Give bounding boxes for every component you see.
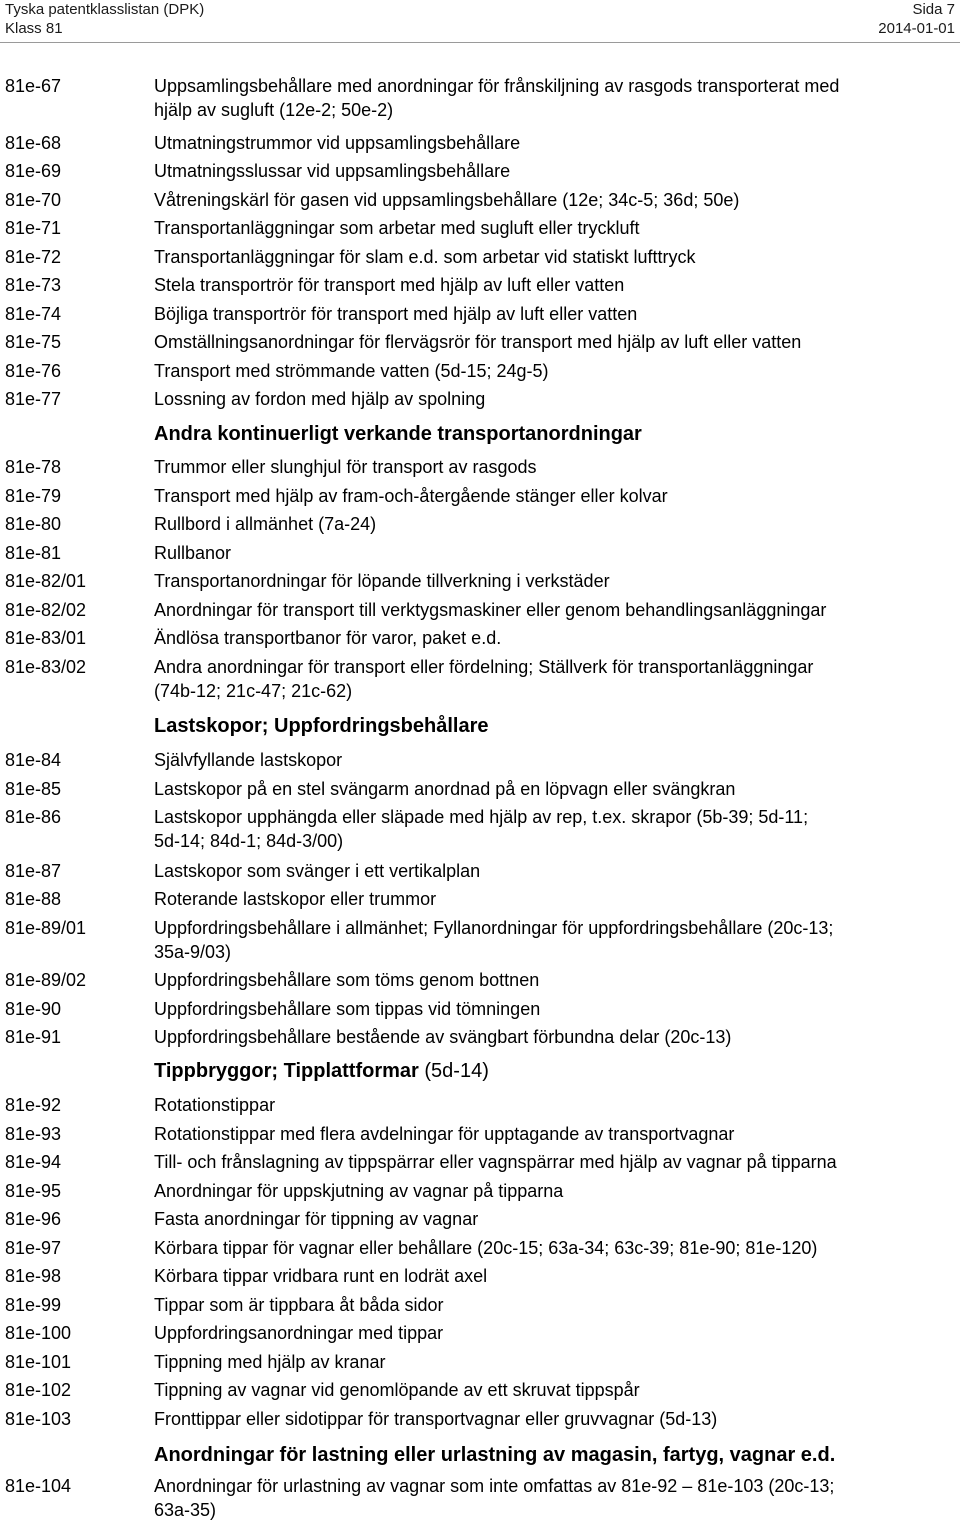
class-code: 81e-94 bbox=[5, 1152, 62, 1172]
class-code: 81e-99 bbox=[5, 1295, 62, 1315]
document-title: Tyska patentklasslistan (DPK) bbox=[5, 1, 205, 18]
description-line: Rotationstippar med flera avdelningar för upptagande av transportvagnar bbox=[154, 1124, 735, 1144]
description-line: Lastskopor upphängda eller släpade med hjälp av rep, t.ex. skrapor (5b-39; 5d-11; bbox=[154, 807, 809, 827]
description-line: Uppfordringsbehållare i allmänhet; Fyllanordningar för uppfordringsbehållare (20c-13; bbox=[154, 918, 834, 938]
header-divider bbox=[0, 42, 960, 43]
class-description bbox=[154, 748, 959, 772]
description-line: Självfyllande lastskopor bbox=[154, 750, 343, 770]
class-description bbox=[154, 569, 959, 593]
class-code: 81e-71 bbox=[5, 218, 62, 238]
description-line: Tippning av vagnar vid genomlöpande av ett skruvat tippspår bbox=[154, 1380, 640, 1400]
class-description bbox=[154, 1293, 959, 1317]
description-line: Till- och frånslagning av tippspärrar eller vagnspärrar med hjälp av vagnar på tipparna bbox=[154, 1152, 837, 1172]
description-line: Lastskopor som svänger i ett vertikalplan bbox=[154, 861, 481, 881]
description-line: Anordningar för transport till verktygsmaskiner eller genom behandlingsanläggningar bbox=[154, 600, 827, 620]
section-heading-tippbryggor-ref: (5d-14) bbox=[418, 1060, 489, 1082]
section-heading-tippbryggor bbox=[154, 1058, 489, 1084]
class-code: 81e-76 bbox=[5, 361, 62, 381]
class-description bbox=[154, 1150, 959, 1174]
class-description bbox=[154, 159, 959, 183]
class-description bbox=[154, 216, 959, 240]
description-line: 63a-35) bbox=[154, 1500, 217, 1520]
description-line: Stela transportrör för transport med hjälp av luft eller vatten bbox=[154, 275, 625, 295]
class-code: 81e-80 bbox=[5, 514, 62, 534]
class-code: 81e-82/01 bbox=[5, 571, 87, 591]
description-line: Fasta anordningar för tippning av vagnar bbox=[154, 1209, 479, 1229]
class-code: 81e-79 bbox=[5, 486, 62, 506]
class-code: 81e-90 bbox=[5, 999, 62, 1019]
class-description bbox=[154, 455, 959, 479]
description-line: Transportanordningar för löpande tillverkning i verkstäder bbox=[154, 571, 610, 591]
description-line: Lossning av fordon med hjälp av spolning bbox=[154, 389, 486, 409]
class-description bbox=[154, 1378, 959, 1402]
class-description bbox=[154, 1407, 959, 1431]
class-code: 81e-81 bbox=[5, 543, 62, 563]
description-line: Rullbanor bbox=[154, 543, 232, 563]
description-line: Uppfordringsanordningar med tippar bbox=[154, 1323, 444, 1343]
class-description bbox=[154, 1093, 959, 1117]
class-description bbox=[154, 1122, 959, 1146]
class-code: 81e-96 bbox=[5, 1209, 62, 1229]
class-label: Klass 81 bbox=[5, 20, 63, 37]
description-line: Tippar som är tippbara åt båda sidor bbox=[154, 1295, 444, 1315]
description-line: Uppsamlingsbehållare med anordningar för frånskiljning av rasgods transporterat med bbox=[154, 76, 840, 96]
class-code: 81e-98 bbox=[5, 1266, 62, 1286]
description-line: Fronttippar eller sidotippar för transportvagnar eller gruvvagnar (5d-13) bbox=[154, 1409, 718, 1429]
class-code: 81e-103 bbox=[5, 1409, 72, 1429]
class-code: 81e-70 bbox=[5, 190, 62, 210]
description-line: hjälp av sugluft (12e-2; 50e-2) bbox=[154, 100, 394, 120]
class-description bbox=[154, 245, 959, 269]
description-line: Anordningar för uppskjutning av vagnar på tipparna bbox=[154, 1181, 564, 1201]
class-description bbox=[154, 273, 959, 297]
description-line: Omställningsanordningar för flervägsrör för transport med hjälp av luft eller vatten bbox=[154, 332, 802, 352]
class-description bbox=[154, 541, 959, 565]
class-description bbox=[154, 330, 959, 354]
class-code: 81e-91 bbox=[5, 1027, 62, 1047]
description-line: 5d-14; 84d-1; 84d-3/00) bbox=[154, 831, 344, 851]
class-code: 81e-82/02 bbox=[5, 600, 87, 620]
class-description bbox=[154, 598, 959, 622]
class-code: 81e-95 bbox=[5, 1181, 62, 1201]
class-description bbox=[154, 805, 959, 853]
class-description bbox=[154, 387, 959, 411]
class-description bbox=[154, 1474, 959, 1522]
description-line: Rotationstippar bbox=[154, 1095, 276, 1115]
description-line: Lastskopor på en stel svängarm anordnad på en löpvagn eller svängkran bbox=[154, 779, 736, 799]
class-code: 81e-97 bbox=[5, 1238, 62, 1258]
class-code: 81e-84 bbox=[5, 750, 62, 770]
class-description bbox=[154, 916, 959, 964]
class-code: 81e-69 bbox=[5, 161, 62, 181]
class-description bbox=[154, 512, 959, 536]
description-line: Transport med strömmande vatten (5d-15; 24g-5) bbox=[154, 361, 549, 381]
description-line: (74b-12; 21c-47; 21c-62) bbox=[154, 681, 353, 701]
description-line: Transportanläggningar som arbetar med sugluft eller tryckluft bbox=[154, 218, 640, 238]
class-description bbox=[154, 484, 959, 508]
description-line: Utmatningstrummor vid uppsamlingsbehållare bbox=[154, 133, 521, 153]
class-code: 81e-83/01 bbox=[5, 628, 87, 648]
class-code: 81e-68 bbox=[5, 133, 62, 153]
class-code: 81e-83/02 bbox=[5, 657, 87, 677]
description-line: Böjliga transportrör för transport med hjälp av luft eller vatten bbox=[154, 304, 638, 324]
class-code: 81e-73 bbox=[5, 275, 62, 295]
description-line: Uppfordringsbehållare bestående av svängbart förbundna delar (20c-13) bbox=[154, 1027, 732, 1047]
class-description bbox=[154, 1350, 959, 1374]
class-code: 81e-87 bbox=[5, 861, 62, 881]
class-code: 81e-77 bbox=[5, 389, 62, 409]
class-description bbox=[154, 1025, 959, 1049]
class-code: 81e-100 bbox=[5, 1323, 72, 1343]
description-line: Ändlösa transportbanor för varor, paket e.d. bbox=[154, 628, 502, 648]
class-code: 81e-104 bbox=[5, 1476, 72, 1496]
class-code: 81e-78 bbox=[5, 457, 62, 477]
class-description bbox=[154, 777, 959, 801]
class-code: 81e-102 bbox=[5, 1380, 72, 1400]
class-code: 81e-92 bbox=[5, 1095, 62, 1115]
class-description bbox=[154, 859, 959, 883]
description-line: Anordningar för urlastning av vagnar som inte omfattas av 81e-92 – 81e-103 (20c-13; bbox=[154, 1476, 835, 1496]
class-description bbox=[154, 997, 959, 1021]
description-line: Tippning med hjälp av kranar bbox=[154, 1352, 386, 1372]
class-description bbox=[154, 74, 959, 122]
class-code: 81e-67 bbox=[5, 76, 62, 96]
description-line: Körbara tippar vridbara runt en lodrät axel bbox=[154, 1266, 488, 1286]
class-code: 81e-88 bbox=[5, 889, 62, 909]
description-line: Våtreningskärl för gasen vid uppsamlingsbehållare (12e; 34c-5; 36d; 50e) bbox=[154, 190, 740, 210]
description-line: Trummor eller slunghjul för transport av rasgods bbox=[154, 457, 537, 477]
class-code: 81e-75 bbox=[5, 332, 62, 352]
class-description bbox=[154, 188, 959, 212]
class-code: 81e-74 bbox=[5, 304, 62, 324]
section-heading-lastskopor: Lastskopor; Uppfordringsbehållare bbox=[154, 715, 489, 737]
page-number: Sida 7 bbox=[912, 1, 955, 18]
description-line: Andra anordningar för transport eller fördelning; Ställverk för transportanläggningar bbox=[154, 657, 814, 677]
section-heading-kontinuerliga: Andra kontinuerligt verkande transportanordningar bbox=[154, 423, 642, 445]
description-line: Uppfordringsbehållare som tippas vid tömningen bbox=[154, 999, 541, 1019]
class-code: 81e-93 bbox=[5, 1124, 62, 1144]
description-line: Transportanläggningar för slam e.d. som arbetar vid statiskt lufttryck bbox=[154, 247, 696, 267]
section-heading-tippbryggor-bold: Tippbryggor; Tipplattformar bbox=[154, 1060, 419, 1082]
class-code: 81e-85 bbox=[5, 779, 62, 799]
class-code: 81e-72 bbox=[5, 247, 62, 267]
class-description bbox=[154, 626, 959, 650]
description-line: Rullbord i allmänhet (7a-24) bbox=[154, 514, 377, 534]
class-description bbox=[154, 968, 959, 992]
section-heading-lastning: Anordningar för lastning eller urlastning av magasin, fartyg, vagnar e.d. bbox=[154, 1444, 836, 1466]
description-line: 35a-9/03) bbox=[154, 942, 232, 962]
description-line: Utmatningsslussar vid uppsamlingsbehållare bbox=[154, 161, 511, 181]
class-description bbox=[154, 887, 959, 911]
description-line: Körbara tippar för vagnar eller behållare (20c-15; 63a-34; 63c-39; 81e-90; 81e-120) bbox=[154, 1238, 818, 1258]
class-description bbox=[154, 302, 959, 326]
class-description bbox=[154, 1179, 959, 1203]
description-line: Roterande lastskopor eller trummor bbox=[154, 889, 437, 909]
class-description bbox=[154, 1264, 959, 1288]
page-header bbox=[0, 0, 960, 44]
class-description bbox=[154, 131, 959, 155]
class-description bbox=[154, 1236, 959, 1260]
class-code: 81e-89/02 bbox=[5, 970, 87, 990]
class-description bbox=[154, 1321, 959, 1345]
class-code: 81e-86 bbox=[5, 807, 62, 827]
class-code: 81e-101 bbox=[5, 1352, 72, 1372]
description-line: Transport med hjälp av fram-och-återgående stänger eller kolvar bbox=[154, 486, 668, 506]
class-code: 81e-89/01 bbox=[5, 918, 87, 938]
document-date: 2014-01-01 bbox=[878, 20, 955, 37]
class-description bbox=[154, 1207, 959, 1231]
description-line: Uppfordringsbehållare som töms genom bottnen bbox=[154, 970, 540, 990]
class-description bbox=[154, 655, 959, 703]
class-description bbox=[154, 359, 959, 383]
